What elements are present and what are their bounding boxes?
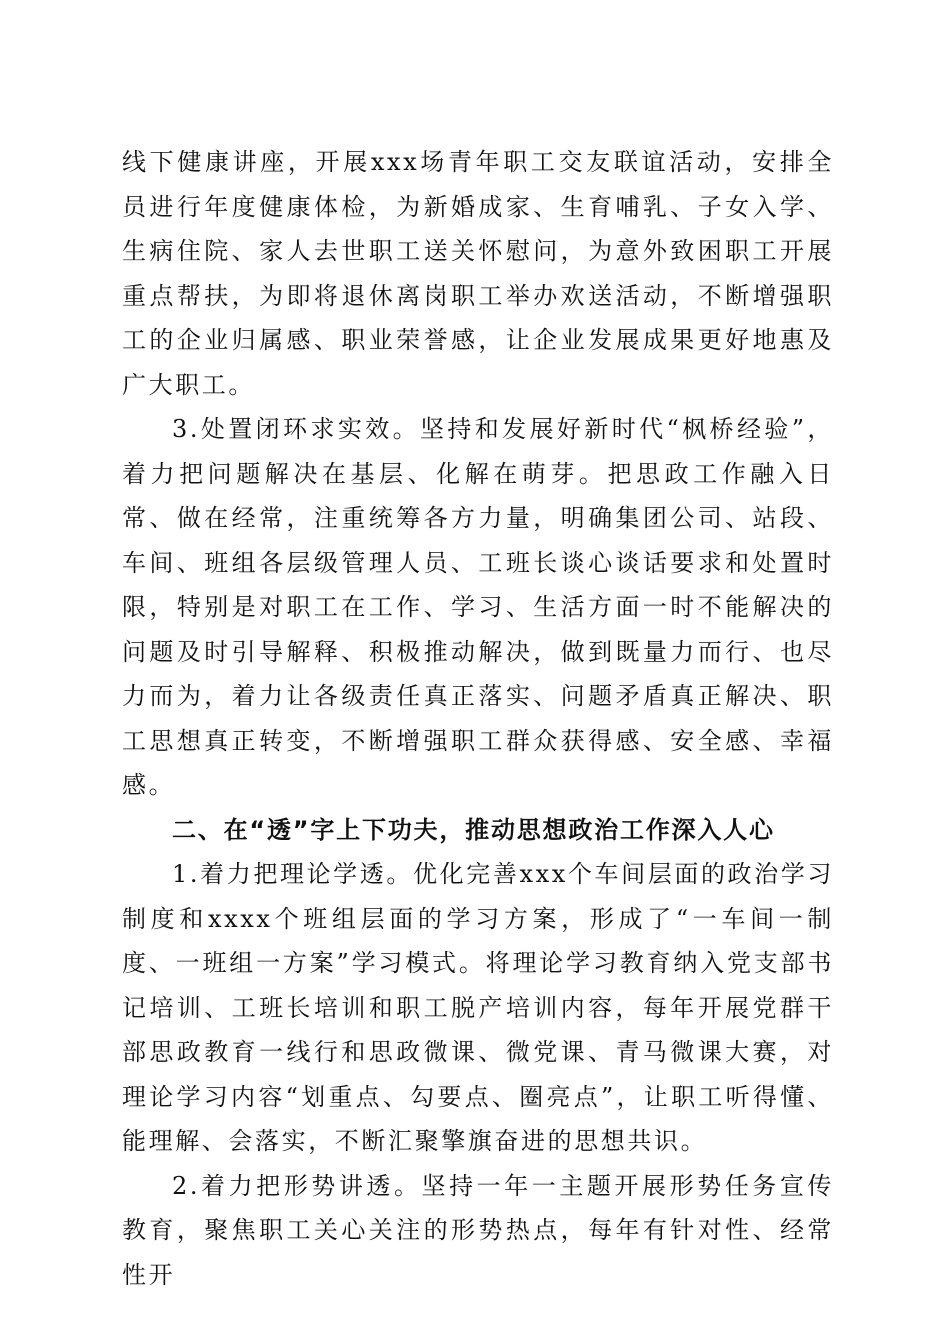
paragraph-situation-explained: 2.着力把形势讲透。坚持一年一主题开展形势任务宣传教育，聚焦职工关心关注的形势热点，每年有针对性、经常性开: [122, 1171, 834, 1289]
document-body: [122, 140, 834, 1297]
paragraph-care-activities: 线下健康讲座，开展xxx场青年职工交友联谊活动，安排全员进行年度健康体检，为新婚成家、生育哺乳、子女入学、生病住院、家人去世职工送关怀慰问，为意外致困职工开展重点帮扶，为即将退休离岗职工举办欢送活动，不断增强职工的企业归属感、职业荣誉感，让企业发展成果更好地惠及广大职工。: [122, 148, 834, 399]
paragraph-closed-loop-handling: 3.处置闭环求实效。坚持和发展好新时代“枫桥经验”，着力把问题解决在基层、化解在萌芽。把思政工作融入日常、做在经常，注重统筹各方力量，明确集团公司、站段、车间、班组各层级管理人员、工班长谈心谈话要求和处置时限，特别是对职工在工作、学习、生活方面一时不能解决的问题及时引导解释、积极推动解决，做到既量力而行、也尽力而为，着力让各级责任真正落实、问题矛盾真正解决、职工思想真正转变，不断增强职工群众获得感、安全感、幸福感。: [122, 415, 834, 799]
section-heading-two: 二、在“透”字上下功夫，推动思想政治工作深入人心: [172, 815, 775, 844]
paragraph-theory-study: 1.着力把理论学透。优化完善xxx个车间层面的政治学习制度和xxxx个班组层面的学习方案，形成了“一车间一制度、一班组一方案”学习模式。将理论学习教育纳入党支部书记培训、工班长培训和职工脱产培训内容，每年开展党群干部思政教育一线行和思政微课、微党课、青马微课大赛，对理论学习内容“划重点、勾要点、圈亮点”，让职工听得懂、能理解、会落实，不断汇聚擎旗奋进的思想共识。: [122, 860, 834, 1155]
